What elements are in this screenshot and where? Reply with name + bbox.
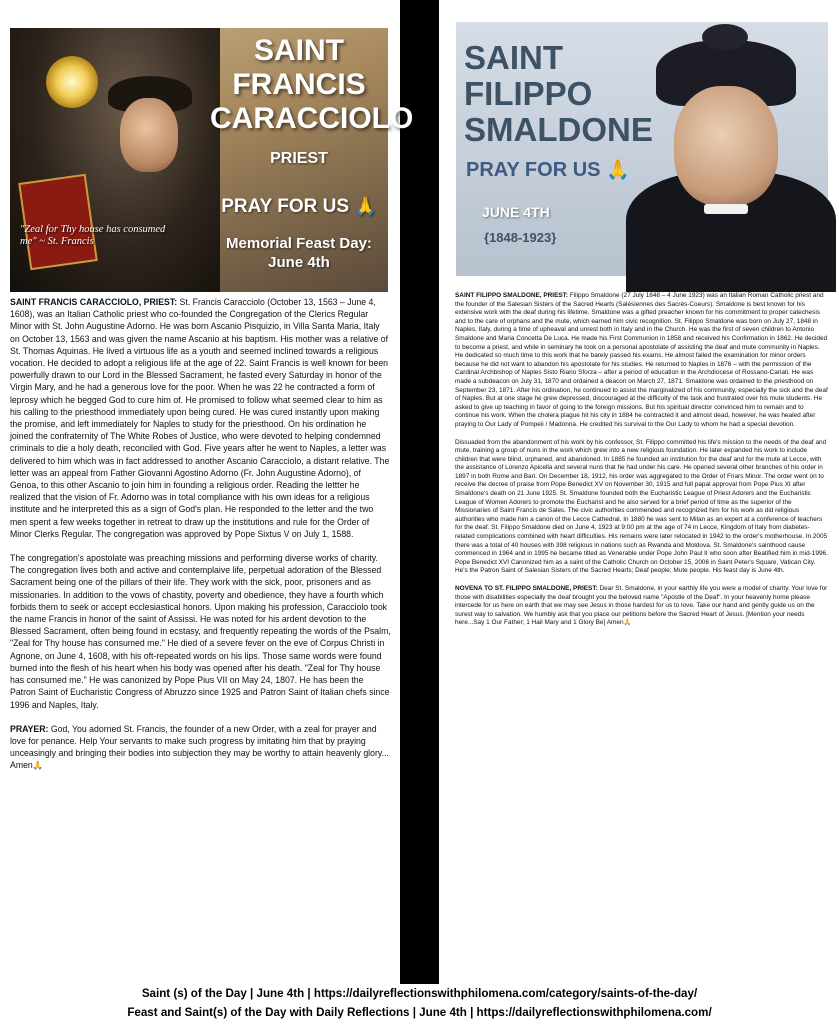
caracciolo-prayer-paragraph [10,723,391,773]
smaldone-bio-paragraph-2: Dissuaded from the abandonment of his work by his confessor, St. Filippo committed his life's mission to the needs of the deaf and mute, training a group of nuns in the work which grew into a new religious foundation. He later expanded his work to include children that were blind, orphaned, and abandoned. In 1885 he founded an institution for the deaf and for the mute at Lecce, with the assistance of Lorenzo Apicella and several nuns that he had under his care. He opened several other branches of his order in 1897 in both Rome and Bari. On December 18, 1912, his order was aggregated to the Order of Friars Minor. The order went on to receive the decree of praise from Pope Benedict XV on November 30, 1915 and full papal approval from Pope Pius XI after Smaldone's death on 21 June 1925. St. Smaldone founded both the Eucharistic League of Priest Adorers and the Eucharistic League of Women Adorers to promote the Eucharist and he also served for a brief period of time as the superior of the Missionaries of Saint Francis de Sales. The civic authorities commended and recognized him for his work as did religious authorities who made him a canon of the Lecce Cathedral. In 1880 he was sent to Milan as an expert at a conference of teachers for the deaf. St. Filippo Smaldone died on June 4, 1923 at 9:00 pm at the age of 74 in Lecce, Kingdom of Italy from diabetes-related complications combined with heart difficulties. His remains were later relocated in 1942 to the order's motherhouse. In 2005 there was a total of 40 houses with 398 religious in nations such as Rwanda and Moldova. St. Smaldone's sainthood cause commenced in 1964 and in 1995 he became titled as Venerable under Pope John Paul II who soon after Beatified him in mid-1996. Pope Benedict XVI Canonized him as a saint of the Catholic Church on October 15, 2006 in Saint Peter's Square, Vatican City. He's the Patron Saint of Salesian Sisters of the Sacred Hearts; Deaf people; Mute people. His feast day is June 4th. [455,438,828,575]
prayer-heading: PRAYER: [10,723,49,734]
praying-hands-icon: 🙏 [623,619,632,627]
pray-text: PRAY FOR US [221,196,350,217]
praying-hands-icon: 🙏 [606,160,630,181]
poster-title: SAINT FILIPPO SMALDONE [464,39,653,148]
caracciolo-bio-paragraph-2: The congregation's apostolate was preaching missions and performing diverse works of charity. The congregation lives both and active and contemplaive life, perpetual adoration of the Blessed Sacrament being one of the pillars of their life. They work with the sick, poor, prisoners and as missionaries. In addition to the vows of chastity, poverty and obedience, they have a fourth which forbids them to seek or accept ecclesiastical honors. Upon making his profession, Caracciolo took the name Francis in honor of the saint of Assissi. He was noted for his ardent devotion to the Blessed Sacrament, often being found in ecstasy, and frequently repeating the words of the Psalm, "Zeal for Thy house has consumed me." He died of a severe fever on the eve of Corpus Christi in Agnone, on June 4, 1608, with his oft-repeated words on his lips. Those same words were found burned into the flesh of his heart when his body was opened after his death. "Zeal for Thy house has consumed me." He was canonized by Pope Pius VII on May 24, 1807. He has been the Patron Saint of Eucharistic Congress of Abruzzo since 1925 and Patron Saint of Italian chefs since 1996 and Naples, Italy. [10,553,391,710]
praying-hands-icon: 🙏 [354,196,377,216]
smaldone-bio-text-1: Filippo Smaldone (27 July 1848 – 4 June 1923) was an Italian Roman Catholic priest and the founder of the Salesian Sisters of the Sacred Hearts (Salésiennes des Sacrés-Coeurs). Smaldone is best known for his extensive work with the deaf during his lifetime. Smaldone was a gifted preacher known for his commitment to proper catechesis and to the care of orphans and the mute, which earned him civic recognition. St. Filippo Smaldone was born on July 27, 1848 in Naples, Italy, during a time of upheaval and unrest both in Italy and in the Church. He was the first of seven children to Antonio Smaldone and Maria Concetta De Luca. He made his First Communion in 1858 and received his Confirmation in 1862. He decided to become a priest, and while in seminary he took on a personal apostolate of assisting the deaf and mute community in Naples. He dedicated so much time to this work that he barely passed his exams. He almost failed the examination for minor orders because he did not want to abandon his apostolate for his studies. He returned to Naples in 1876 – with the permission of the Cardinal Archbishop of Naples Sisto Riario Sforza – after a period of education in the Archdiocese of Rossano-Cariati. He was made a subdeacon on July 31, 1870 and ordained a deacon on March 27, 1871. Smaldone was ordained to the priesthood on September 23, 1871. After his ordination, he continued to assist the marginalized of his community, especially the sick and the deaf of Naples. But at one stage he grew depressed, discouraged at the difficulty of the task and frustrated over his mute students. He asked to give up teaching in favor of going to the foreign missions. But his spiritual director convinced him to remain and to continue his work. When the cholera plague hit his city in 1884 he contracted it and almost dead, however, he was healed after praying to Our Lady of Pompeii / Madonna. He credited his survival to the Our Lady to whom he had a special devotion. [455,292,828,428]
poster-feast-date: JUNE 4TH [482,204,550,220]
saint-face-illustration [674,86,778,206]
poster-life-years: {1848-1923} [484,230,557,245]
smaldone-novena-paragraph [455,585,829,628]
footer-line-1: Saint (s) of the Day | June 4th | https://dailyreflectionswithphilomena.com/category/saints-of-the-day/ [141,987,698,1000]
prayer-text: God, You adorned St. Francis, the founder of a new Order, with a zeal for prayer and love for penance. Help Your servants to make such progress by imitating him that by praying unceasingly and bringing their bodies into subjection they may be worthy to attain heavenly glory... Amen [10,723,389,771]
poster-quote: "Zeal for Thy house has consumed me" ~ St. Francis [20,224,166,247]
caracciolo-bio-paragraph-1 [10,296,391,540]
biretta-pompom-icon [702,24,748,50]
right-panel [439,0,839,1024]
left-panel [0,0,414,1024]
footer-caption [0,984,839,1024]
caracciolo-bio-heading: SAINT FRANCIS CARACCIOLO, PRIEST: [10,297,178,307]
caracciolo-bio-text-1: St. Francis Caracciolo (October 13, 1563 – June 4, 1608), was an Italian Catholic priest who co-founded the Congregation of the Clerics Regular Minor with St. John Augustine Adorno. He was born Ascanio Pisquizio, in Villa Santa Maria, Italy on October 13, 1563 and was given the name Ascanio at his baptism. His mother was a relative of St. Thomas Aquinas. He lived a virtuous life as a youth and seemed inclined towards a religious vocation. He decided to adopt a religious life at the age of 22. Saint Francis is well known for been powerfully drawn to our Lord in the Blessed Sacrament, he fasted every Saturday in honor of the Virgin Mary, and he had a generous love for the poor. When he was 22 he contracted a form of leprosy which he begged God to cure him of. He promised to follow what seemed clear to him as his calling to the priesthood immediately upon being cured. He was cured instantly upon making the promise, and left immediately for Naples to study for the priesthood. On his ordination he joined the confraternity of The White Robes of Justice, who were devoted to helping condemned criminals to die a holy death, reconciled with God. Five years after he went to Naples, a letter was delivered to him which was in fact addressed to another Ascanio Caracciolo, a distant relative. The letter was an appeal from Father Giovanni Agostino Adorno (Fr. John Augustine Adorno), of Genoa, to this other Ascanio to join him in founding a religious order. Reading the lettter he realized that the vision of Fr. Adorno was in total compliance with his own ideas for a religious institute and he interpreted this as a sign of God's plan. He responded to the letter and the two men spent a few weeks together in retreat to draw up the institutions and rule for the Order of Minor Clerks Regular. The congregation was approved by Pope Sixtus V on July 1, 1588. [10,297,390,539]
novena-heading: NOVENA TO ST. FILIPPO SMALDONE, PRIEST: [455,585,598,592]
poster-subtitle: PRIEST [270,150,328,167]
book-icon [18,174,98,271]
poster-title: SAINT FRANCIS CARACCIOLO [210,34,414,135]
saint-face-illustration [120,98,178,172]
monstrance-icon [46,56,98,108]
smaldone-text-column [455,292,829,637]
collar-illustration [704,204,748,214]
novena-text: Dear St. Smaldone, in your earthly life you were a model of charity. Your love for those with disabilities especially the deaf brought you the beloved name "Apostle of the Deaf". In your heavenly home please intercede for us here on earth that we may see Jesus in those hardest for us to love. Take our hand and gently guide us on the surest way to salvation. We humbly ask that you place our petitions before the Sacred Heart of Jesus. [Mention your needs here...Say 1 Our Father; 1 Hail Mary and 1 Glory Be] Amen [455,585,828,627]
smaldone-poster-image [456,22,828,276]
smaldone-bio-heading: SAINT FILIPPO SMALDONE, PRIEST: [455,292,569,299]
poster-pray-label [210,196,388,218]
pray-text: PRAY FOR US [466,159,601,181]
smaldone-bio-paragraph-1 [455,292,829,430]
poster-memorial-date: Memorial Feast Day: June 4th [226,235,372,271]
caracciolo-poster-image [10,28,414,292]
footer-line-2: Feast and Saint(s) of the Day with Daily Reflections | June 4th | https://dailyreflectionswithphilomena.com/ [127,1006,712,1019]
poster-pray-label [466,158,630,182]
caracciolo-text-column [10,296,391,785]
praying-hands-icon: 🙏 [32,761,44,771]
